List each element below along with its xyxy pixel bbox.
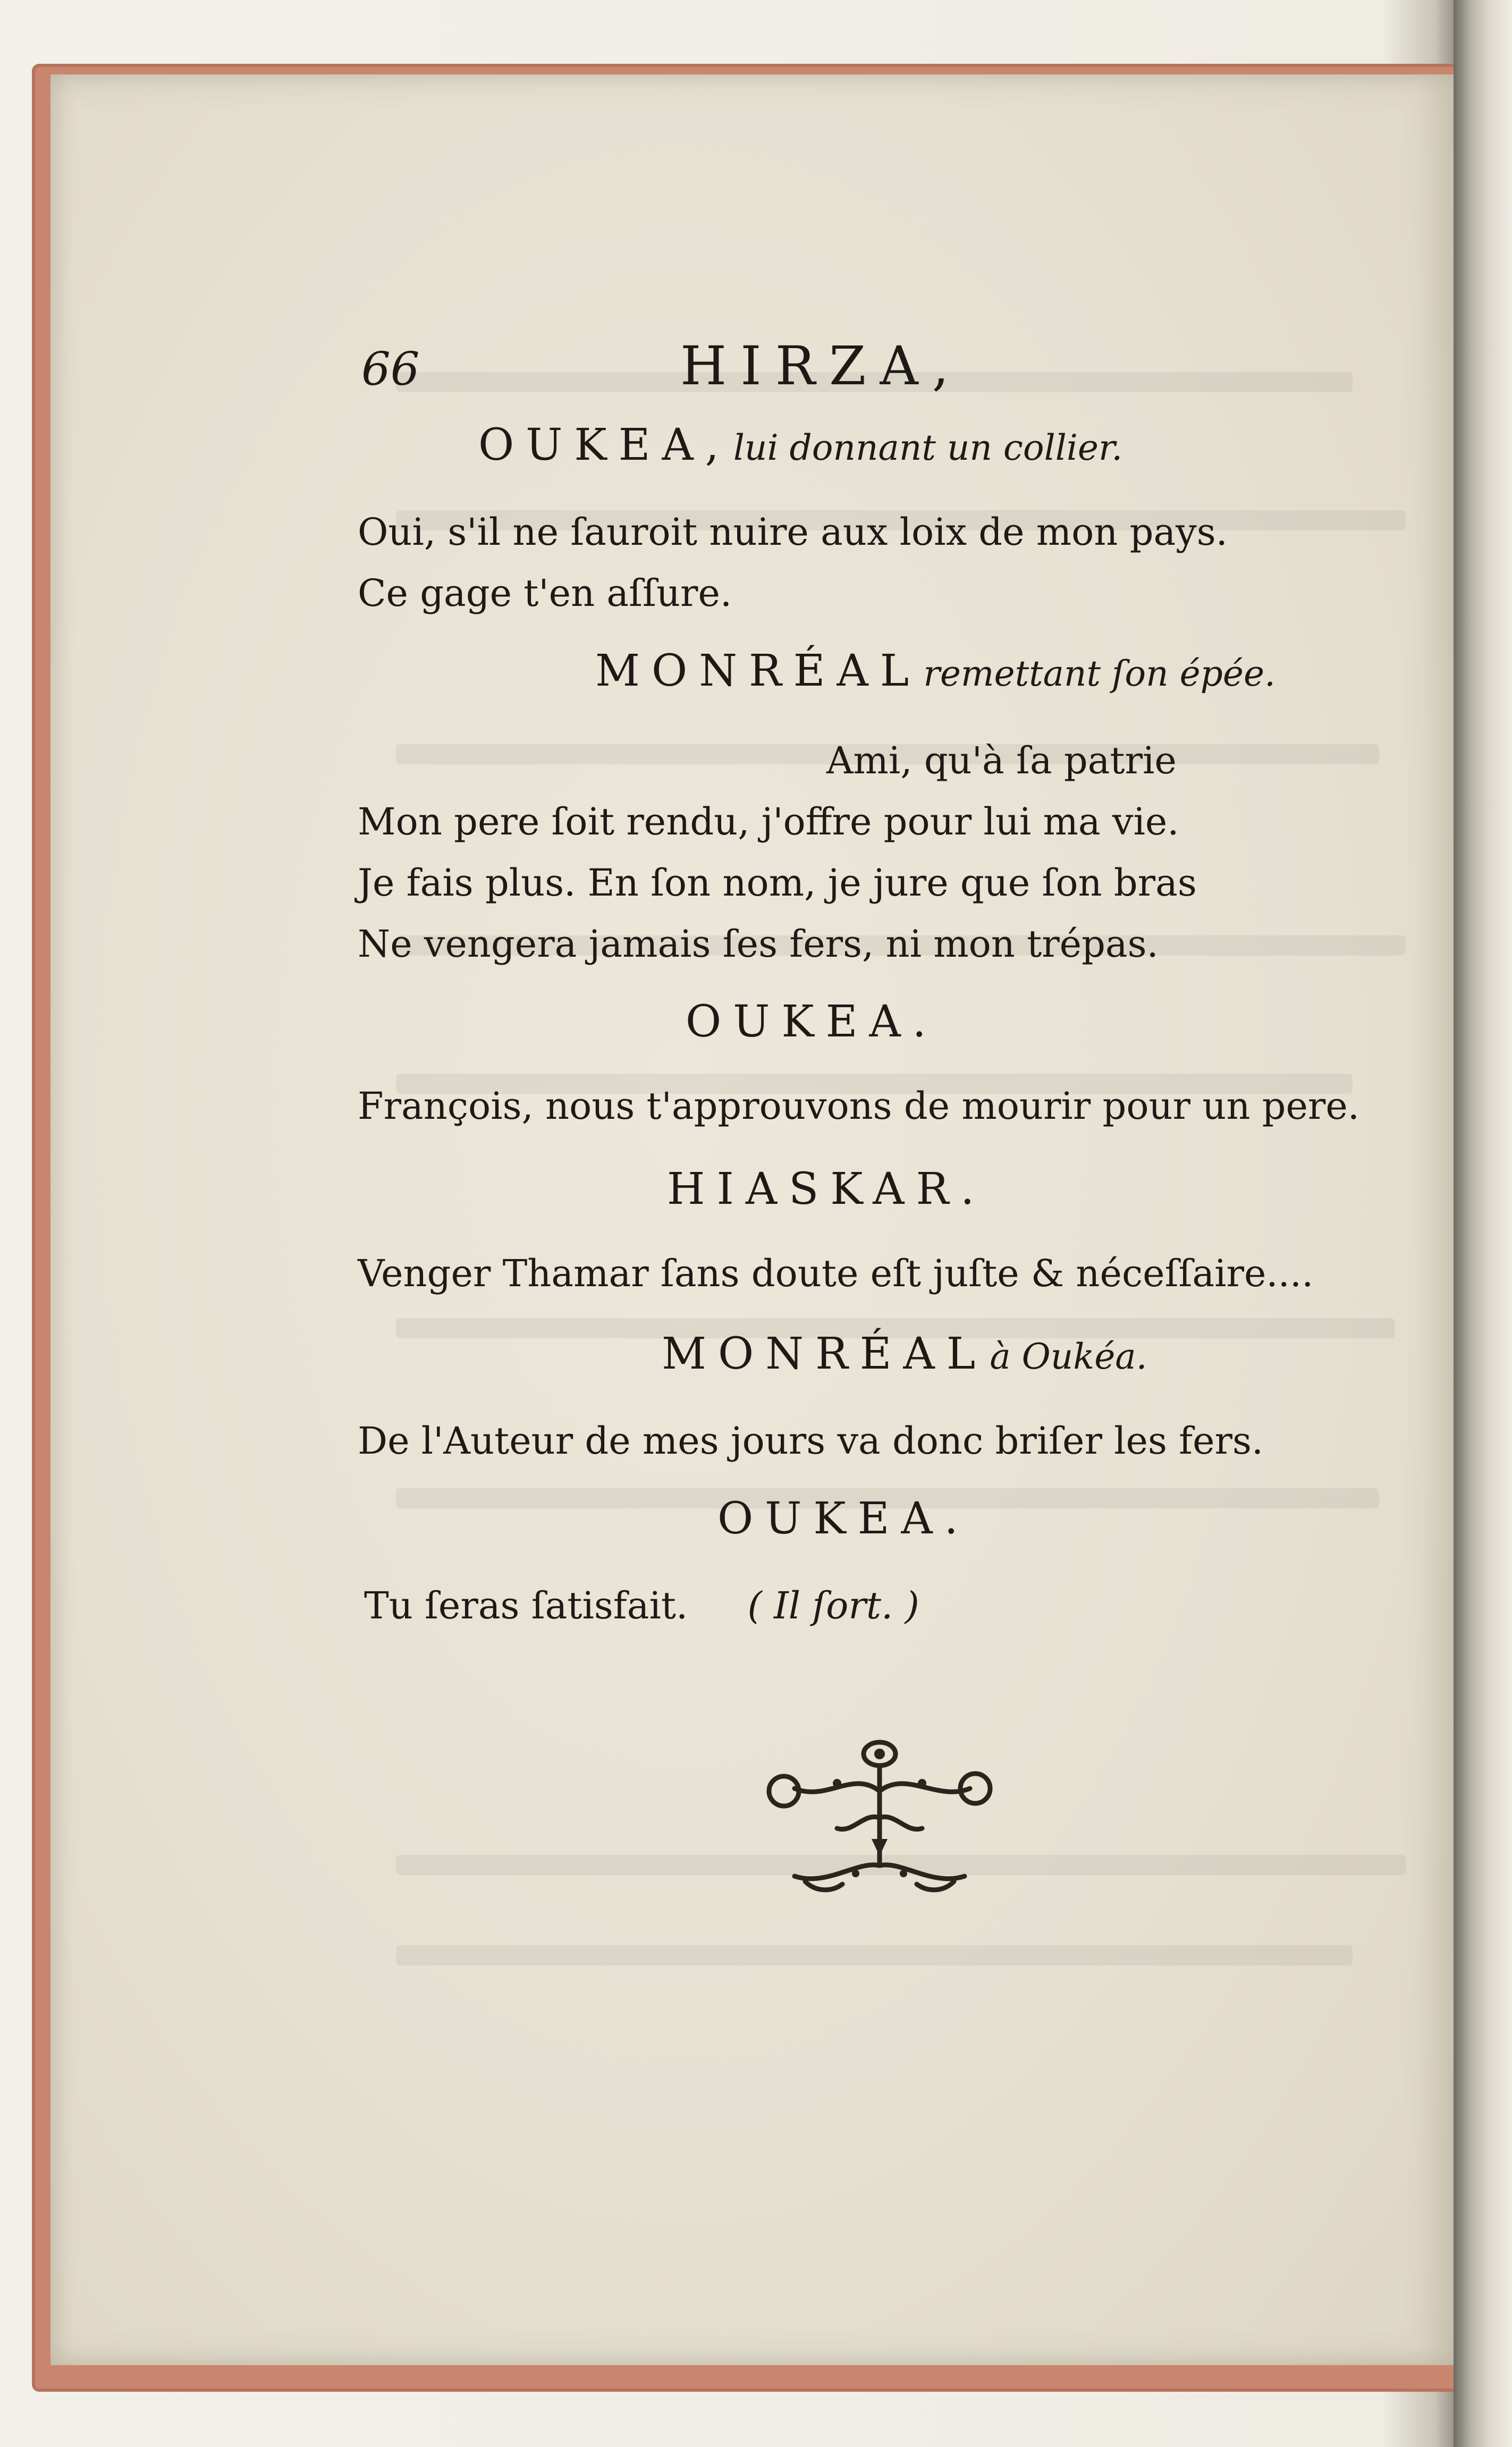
speaker-heading [595, 646, 1276, 696]
verse-line [364, 1584, 919, 1627]
speaker-name: MONRÉAL [595, 646, 921, 696]
stage-direction: à Oukéa. [990, 1336, 1147, 1377]
fleuron-ornament-icon [763, 1733, 996, 1913]
verse-line: Oui, s'il ne ſauroit nuire aux loix de mon pays. [358, 510, 1228, 554]
speaker-heading [478, 420, 1122, 470]
stage-aside: ( Il ſort. ) [747, 1584, 919, 1627]
stage-direction: remettant ſon épée. [923, 653, 1276, 694]
speaker-name: OUKEA, [478, 420, 731, 470]
speaker-name: HIASKAR. [667, 1164, 986, 1214]
speaker-name: OUKEA. [717, 1493, 970, 1544]
speaker-name: OUKEA. [686, 997, 938, 1047]
running-title: HIRZA, [680, 335, 963, 397]
verse-line: Mon pere ſoit rendu, j'offre pour lui ma vie. [358, 800, 1179, 843]
verse-line: Ne vengera jamais ſes fers, ni mon trépas. [358, 922, 1159, 966]
show-through-texture [50, 74, 1454, 2365]
stage-direction: lui donnant un collier. [733, 427, 1123, 468]
verse-line: Je fais plus. En ſon nom, je jure que ſon bras [358, 861, 1197, 905]
speaker-name: MONRÉAL [662, 1329, 987, 1379]
verse-line: François, nous t'approuvons de mourir pour un pere. [358, 1084, 1360, 1128]
speaker-heading [662, 1329, 1147, 1379]
verse-line: De l'Auteur de mes jours va donc briſer les fers. [358, 1419, 1264, 1463]
verse-text: Tu ſeras ſatisfait. [364, 1584, 688, 1627]
verse-line: Ami, qu'à ſa patrie [826, 739, 1177, 782]
page-number: 66 [361, 343, 420, 396]
verse-line: Ce gage t'en aſſure. [358, 571, 732, 615]
book-gutter [1454, 0, 1512, 2447]
book-page [50, 74, 1454, 2365]
verse-line: Venger Thamar ſans doute eſt juſte & néceſſaire.... [358, 1252, 1314, 1295]
